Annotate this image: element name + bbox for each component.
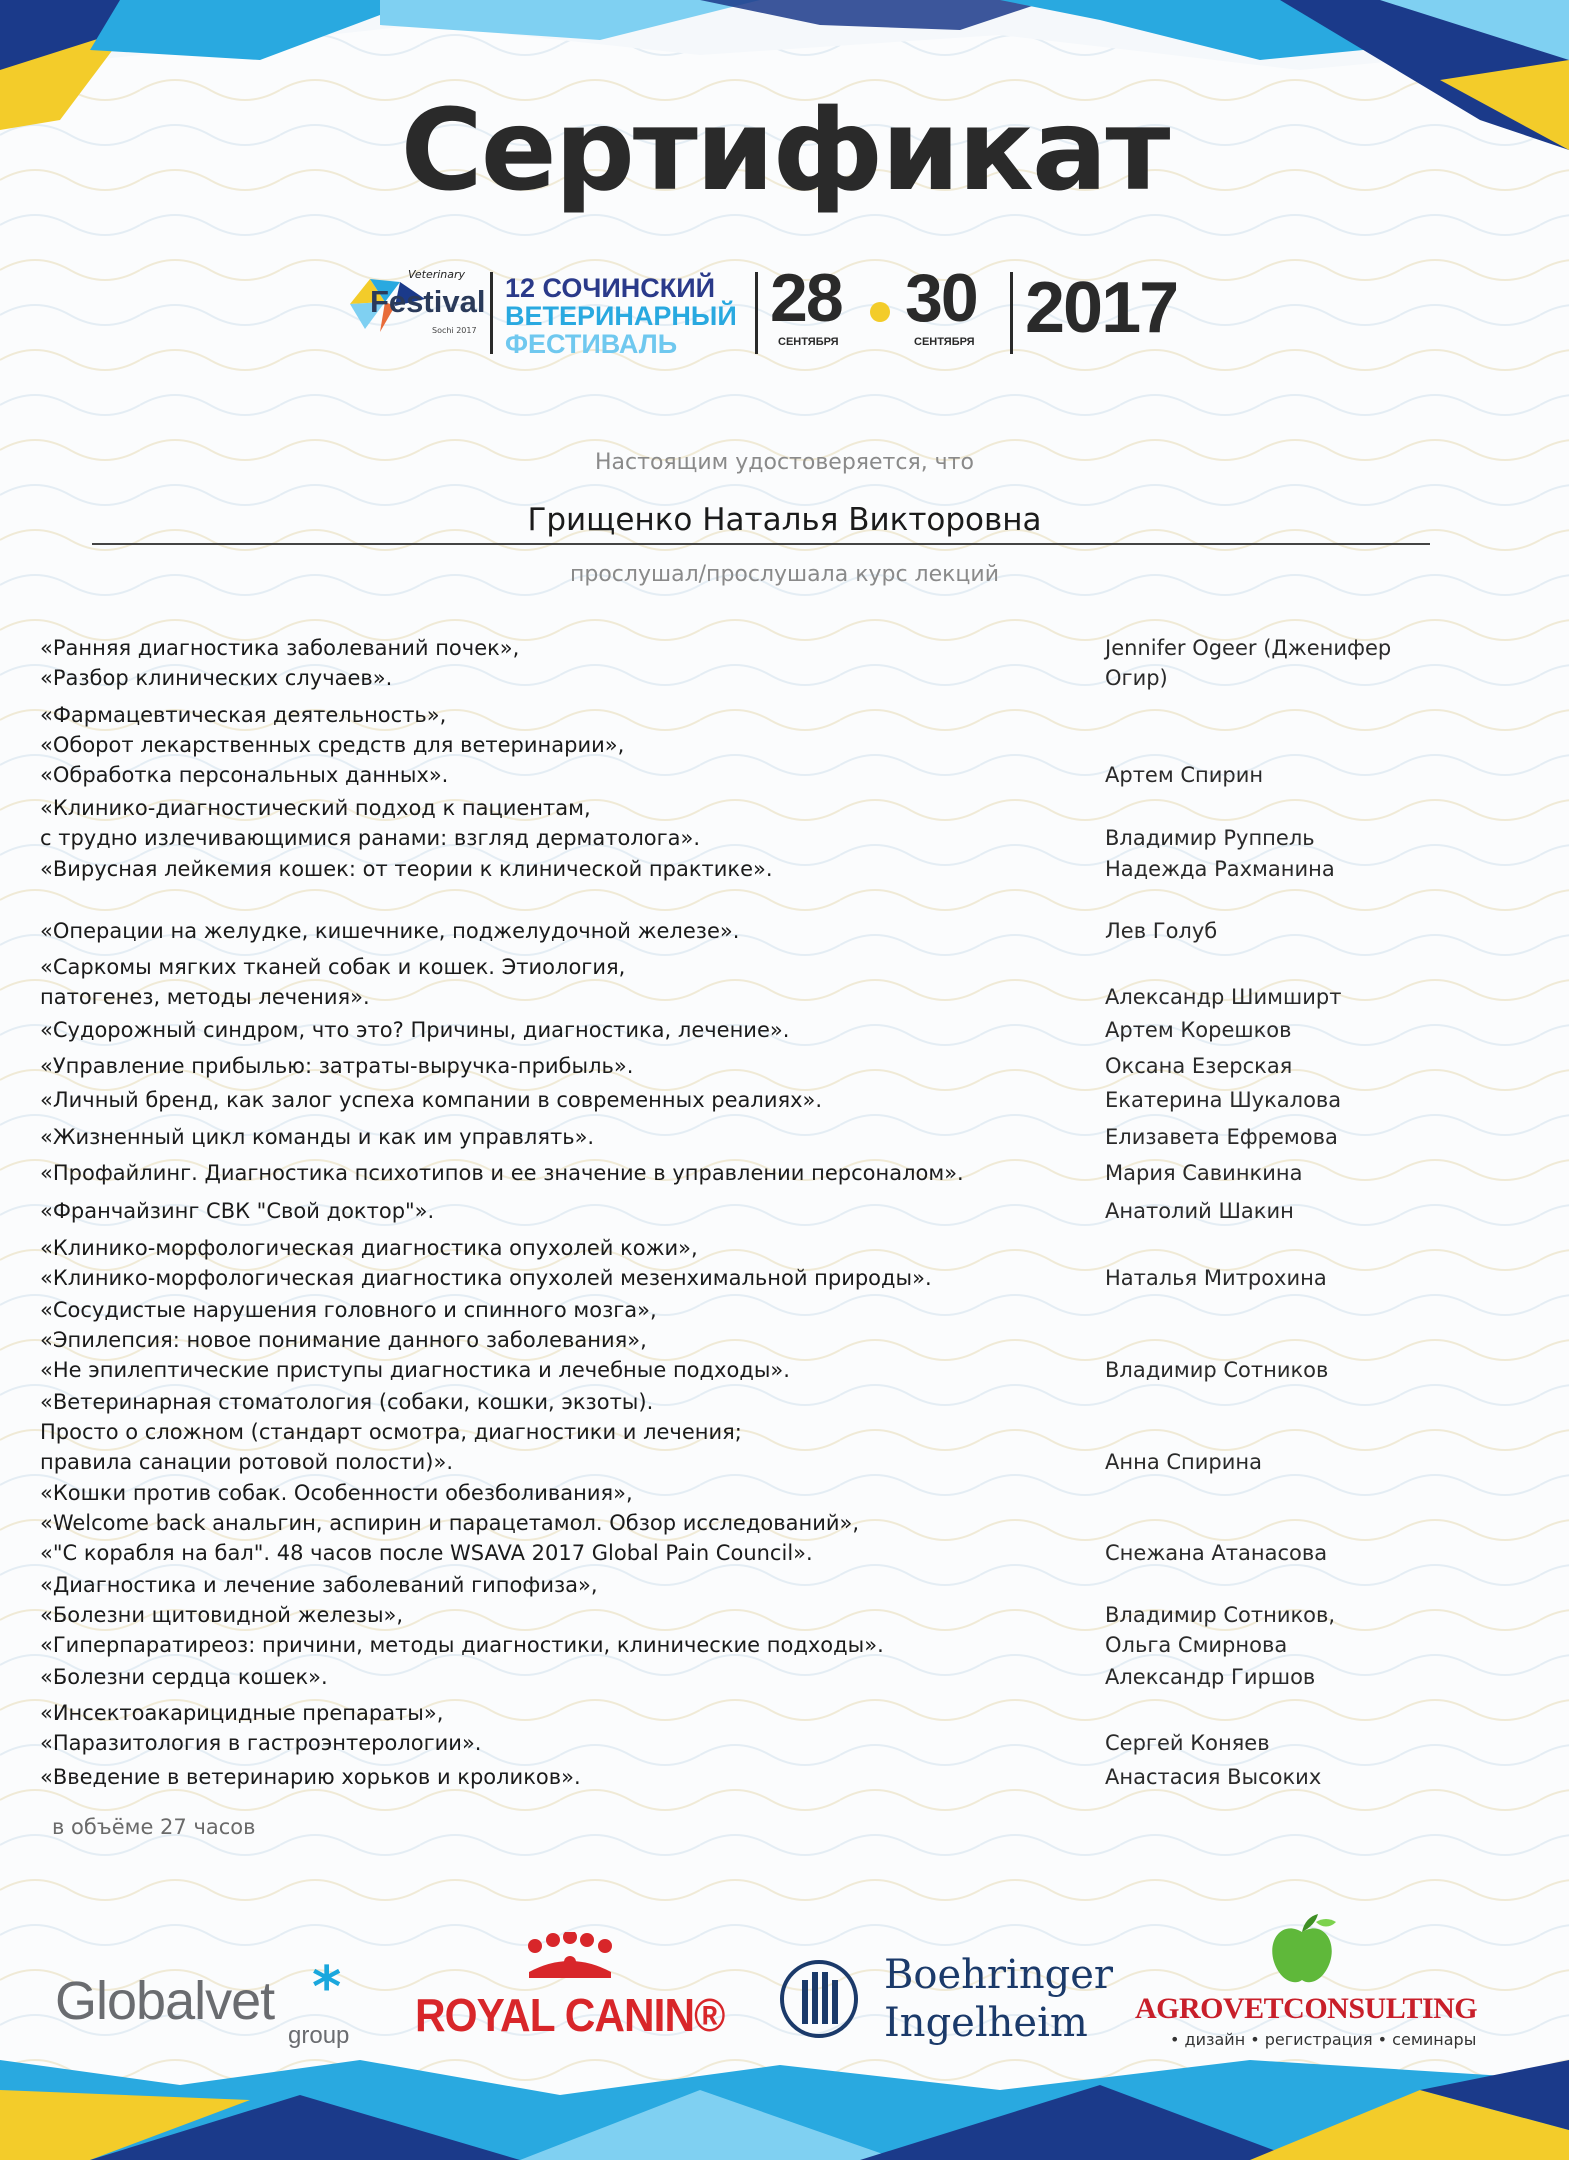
lecture-speaker: Мария Савинкина: [1105, 1161, 1303, 1185]
lecture-title: «Фармацевтическая деятельность», «Оборот лекарственных средств для ветеринарии», «Обработка персональных данных».: [40, 703, 625, 787]
lecture-speaker: Снежана Атанасова: [1105, 1541, 1328, 1565]
festival-line-3: ФЕСТИВАЛЬ: [505, 329, 678, 359]
date-dot: [870, 302, 890, 322]
month-start: СЕНТЯБРЯ: [778, 336, 839, 348]
lecture-item: [40, 1478, 1420, 1568]
lecture-title: «Профайлинг. Диагностика психотипов и ее значение в управлении персоналом».: [40, 1161, 964, 1185]
royal-canin-logo: ROYAL CANIN®: [415, 1989, 725, 2041]
lecture-speaker: Надежда Рахманина: [1105, 857, 1335, 881]
lecture-speaker: Владимир Сотников, Ольга Смирнова: [1105, 1603, 1336, 1657]
lecture-speaker: Александр Шимширт: [1105, 985, 1342, 1009]
lecture-title: «Болезни сердца кошек».: [40, 1665, 328, 1689]
recipient-name: Грищенко Наталья Викторовна: [527, 502, 1042, 538]
logo-sochi: Sochi 2017: [432, 326, 477, 335]
globalvet-star-icon: *: [312, 1955, 342, 2020]
lecture-title: «Жизненный цикл команды и как им управлять».: [40, 1125, 595, 1149]
festival-banner: [340, 262, 1220, 362]
royal-canin-crown-icon: [515, 1932, 625, 1982]
festival-name: [505, 274, 737, 358]
globalvet-logo: Globalvet: [55, 1971, 275, 2031]
divider: [490, 272, 493, 354]
logo-veterinary: Veterinary: [408, 268, 466, 281]
boehringer-logo-line2: Ingelheim: [884, 2000, 1088, 2046]
course-text: прослушал/прослушала курс лекций: [569, 562, 1000, 587]
lecture-title: «Судорожный синдром, что это? Причины, диагностика, лечение».: [40, 1018, 790, 1042]
lecture-item: [40, 916, 1420, 946]
lecture-title: «Сосудистые нарушения головного и спинного мозга», «Эпилепсия: новое понимание данного заболевания», «Не эпилептические приступы диагностика и лечебные подходы».: [40, 1298, 790, 1382]
festival-year: 2017: [1025, 268, 1178, 348]
lecture-speaker: Лев Голуб: [1105, 919, 1218, 943]
lecture-speaker: Александр Гиршов: [1105, 1665, 1316, 1689]
lecture-item: [40, 700, 1420, 790]
lecture-item: [40, 1662, 1420, 1692]
lecture-item: [40, 1122, 1420, 1152]
month-end: СЕНТЯБРЯ: [914, 336, 975, 348]
certify-intro: Настоящим удостоверяется, что: [595, 450, 974, 475]
lecture-title: «Управление прибылью: затраты-выручка-прибыль».: [40, 1054, 634, 1078]
certificate-title: Сертификат: [400, 86, 1169, 216]
lecture-item: [40, 1762, 1420, 1792]
lecture-item: [40, 793, 1420, 853]
agrovet-apple-icon: [1262, 1910, 1342, 1990]
divider: [1010, 272, 1013, 354]
lecture-item: [40, 1051, 1420, 1081]
agrovet-subtitle: • дизайн • регистрация • семинары: [1170, 2030, 1477, 2049]
lecture-speaker: Наталья Митрохина: [1105, 1266, 1327, 1290]
lecture-title: «Введение в ветеринарию хорьков и кроликов».: [40, 1765, 581, 1789]
lecture-speaker: Артем Корешков: [1105, 1018, 1292, 1042]
lecture-speaker: Владимир Сотников: [1105, 1358, 1329, 1382]
lecture-title: «Ветеринарная стоматология (собаки, кошки, экзоты). Просто о сложном (стандарт осмотра, диагностики и лечения; правила санации ротовой полости)».: [40, 1390, 742, 1474]
lecture-title: «Ранняя диагностика заболеваний почек», «Разбор клинических случаев».: [40, 636, 520, 690]
lecture-title: «Диагностика и лечение заболеваний гипофиза», «Болезни щитовидной железы», «Гиперпаратиреоз: причини, методы диагностики, клинические подходы».: [40, 1573, 884, 1657]
lecture-speaker: Анастасия Высоких: [1105, 1765, 1322, 1789]
lecture-speaker: Екатерина Шукалова: [1105, 1088, 1342, 1112]
lecture-speaker: Владимир Руппель: [1105, 826, 1315, 850]
sponsor-logos: [0, 1900, 1569, 2070]
lecture-item: [40, 1233, 1420, 1293]
lecture-title: «Личный бренд, как залог успеха компании в современных реалиях».: [40, 1088, 823, 1112]
date-end: 30: [905, 260, 977, 336]
lecture-title: «Клинико-диагностический подход к пациентам, с трудно излечивающимися ранами: взгляд дерматолога».: [40, 796, 701, 850]
lecture-item: [40, 854, 1420, 884]
course-hours: в объёме 27 часов: [52, 1815, 256, 1839]
lecture-speaker: Анатолий Шакин: [1105, 1199, 1294, 1223]
boehringer-logo-line1: Boehringer: [884, 1952, 1113, 1998]
lecture-item: [40, 1295, 1420, 1385]
lecture-item: [40, 1698, 1420, 1758]
divider: [755, 272, 758, 354]
lecture-item: [40, 1570, 1420, 1660]
lecture-title: «Франчайзинг СВК "Свой доктор"».: [40, 1199, 435, 1223]
lecture-speaker: Анна Спирина: [1105, 1450, 1262, 1474]
date-start: 28: [770, 260, 842, 336]
lecture-item: [40, 952, 1420, 1012]
lecture-speaker: Артем Спирин: [1105, 763, 1264, 787]
lecture-title: «Операции на желудке, кишечнике, поджелудочной железе».: [40, 919, 740, 943]
lecture-item: [40, 1015, 1420, 1045]
lecture-speaker: Елизавета Ефремова: [1105, 1125, 1338, 1149]
lecture-title: «Вирусная лейкемия кошек: от теории к клинической практике».: [40, 857, 773, 881]
lecture-title: «Клинико-морфологическая диагностика опухолей кожи», «Клинико-морфологическая диагностика опухолей мезенхимальной природы».: [40, 1236, 932, 1290]
lecture-item: [40, 633, 1420, 693]
lecture-title: «Инсектоакарицидные препараты», «Паразитология в гастроэнтерологии».: [40, 1701, 482, 1755]
logo-festival: Festival: [370, 284, 486, 319]
lecture-title: «Кошки против собак. Особенности обезболивания», «Welcome back анальгин, аспирин и парацетамол. Обзор исследований», «"С корабля на бал". 48 часов после WSAVA 2017 Global Pain Council».: [40, 1481, 860, 1565]
boehringer-mark-icon: [778, 1958, 860, 2040]
lecture-item: [40, 1085, 1420, 1115]
festival-line-1: 12 СОЧИНСКИЙ: [505, 273, 716, 303]
festival-line-2: ВЕТЕРИНАРНЫЙ: [505, 301, 737, 331]
lecture-item: [40, 1158, 1420, 1188]
lecture-speaker: Jennifer Ogeer (Дженифер Огир): [1105, 636, 1392, 690]
name-underline: [92, 543, 1430, 545]
globalvet-group: group: [288, 2022, 350, 2049]
lecture-speaker: Оксана Езерская: [1105, 1054, 1293, 1078]
lecture-title: «Саркомы мягких тканей собак и кошек. Этиология, патогенез, методы лечения».: [40, 955, 626, 1009]
agrovet-logo: AGROVETCONSULTING: [1135, 1992, 1478, 2025]
lecture-speaker: Сергей Коняев: [1105, 1731, 1270, 1755]
lecture-item: [40, 1387, 1420, 1477]
lecture-item: [40, 1196, 1420, 1226]
